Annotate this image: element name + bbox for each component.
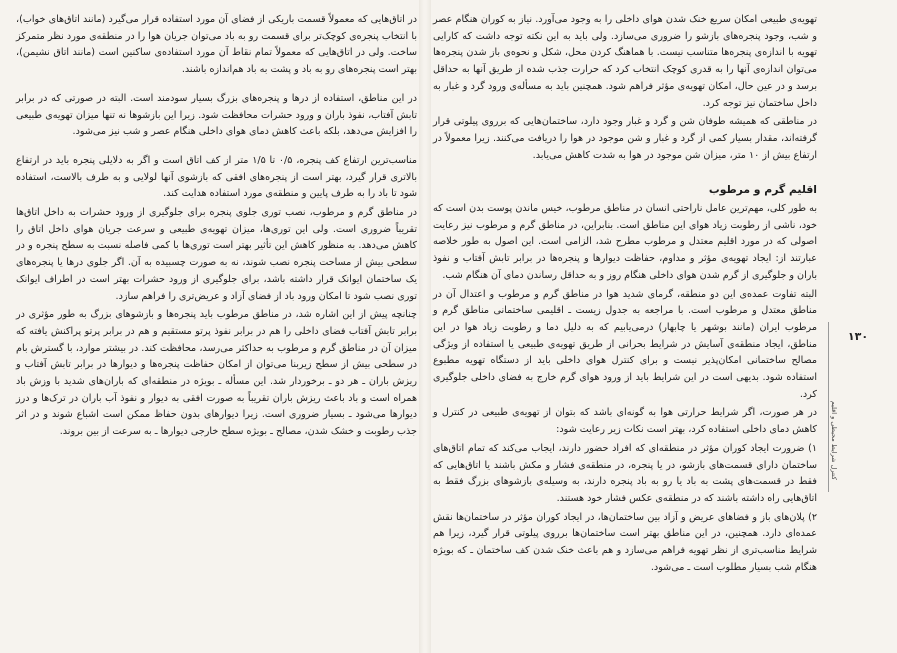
paragraph: در مناطق گرم و مرطوب، نصب توری جلوی پنجره برای جلوگیری از ورود حشرات به داخل اتاق‌ها تقریباً ضروری است. ولی این توری‌ها، میزان تهویه‌ی طبیعی و سرعت جریان هوای داخل اتاق را کاهش می‌دهد. به منظور کاهش این تأثیر بهتر است توری‌ها با کمی فاصله نسبت به سطح پنجره و در سطحی بیش از مساحت پنجره نصب شوند، نه به صورت چسبیده به آن. اگر جلوی درها یا پنجره‌های یک ساختمان ایوانک قرار داشته باشد، برای جلوگیری از ورود حشرات بهتر است در اطراف ایوانک توری نصب شود تا امکان ورود باد از فضای آزاد و عریض‌تری را فراهم سازد.: [16, 207, 417, 302]
paragraph: مناسب‌ترین ارتفاع کف پنجره، ۰/۵ تا ۱/۵ متر از کف اتاق است و اگر به دلایلی پنجره باید در ارتفاع بالاتری قرار گیرد، بهتر است از پنجره‌های افقی که بازشوی آنها لولایی و به طرف بالاست، استفاده شود تا باد را به طرف پایین و منطقه‌ی مورد استفاده هدایت کند.: [16, 154, 417, 200]
paragraph: در هر صورت، اگر شرایط حرارتی هوا به گونه‌ای باشد که بتوان از تهویه‌ی طبیعی در کنترل و کاهش دمای داخلی استفاده کرد، بهتر است نکات زیر رعایت شود:: [433, 407, 817, 436]
paragraph: البته تفاوت عمده‌ی این دو منطقه، گرمای شدید هوا در مناطق گرم و مرطوب و اعتدال آن در مناطق معتدل و مرطوب است. با مراجعه به جدول زیست ـ اقلیمی ساختمانی مناطق گرم و مرطوب ایران (مانند بوشهر یا چابهار) درمی‌یابیم که به دلیل دما و رطوبت زیاد هوا در این مناطق، ایجاد منطقه‌ی آسایش در شرایط بحرانی از طریق تهویه‌ی طبیعی یا استفاده از ویژگی مصالح ساختمانی امکان‌پذیر نیست و برای کنترل هوای داخلی باید از دستگاه تهویه مطبوع استفاده شود. بدیهی است در این شرایط باید از ورود هوای گرم خارج به فضای داخلی جلوگیری کرد.: [433, 288, 817, 400]
left-page-column: [16, 12, 417, 443]
section-heading: اقلیم گرم و مرطوب: [708, 183, 817, 197]
list-item: ۲) پلان‌های باز و فضاهای عریض و آزاد بین ساختمان‌ها، در ایجاد کوران مؤثر در ساختمان‌ها نقش عمده‌ای دارد. همچنین، در این مناطق بهتر است ساختمان‌ها برروی پیلوتی قرار گیرد، زیرا هم شرایط مناسب‌تری از نظر تهویه فراهم می‌سازد و هم باعث خنک شدن کف ساختمان ـ که بویژه هنگام شب بسیار مطلوب است ـ می‌شود.: [433, 511, 817, 573]
running-title: کنترل شرایط محیطی و اقلیم: [830, 400, 838, 480]
paragraph: تهویه‌ی طبیعی امکان سریع خنک شدن هوای داخلی را به وجود می‌آورد. نیاز به کوران هنگام عصر و شب، وجود پنجره‌های بازشو را ضروری می‌سازد. ولی باید به این نکته توجه داشت که کارایی تهویه با اندازه‌ی پنجره‌ها متناسب نیست. با هماهنگ کردن محل، شکل و نحوه‌ی باز شدن پنجره‌ها می‌توان اندازه‌ی آنها را به قدری کوچک انتخاب کرد که حرارت جذب شده از طریق آنها به حداقل برسد و در عین حال، امکان تهویه‌ی مؤثر فراهم شود. همچنین باید به مسأله‌ی ورود گرد و غبار به داخل ساختمان نیز توجه کرد.: [433, 14, 817, 109]
paragraph: در اتاق‌هایی که معمولاً قسمت باریکی از فضای آن مورد استفاده قرار می‌گیرد (مانند اتاق‌های خواب)، با انتخاب پنجره‌ی کوچک‌تر برای قسمت رو به باد می‌توان جریان هوا را در منطقه‌ی مورد نظر متمرکز ساخت. ولی در اتاق‌هایی که معمولاً تمام نقاط آن مورد استفاده‌ی ساکنین است (مانند اتاق نشیمن)، بهتر است پنجره‌های رو به باد و پشت به باد هم‌اندازه باشند.: [16, 14, 417, 76]
paragraph: در این مناطق، استفاده از درها و پنجره‌های بزرگ بسیار سودمند است. البته در صورتی که در برابر تابش آفتاب، نفوذ باران و ورود حشرات محافظت شود. زیرا این بازشوها نه تنها میزان تهویه‌ی طبیعی را افزایش می‌دهد، بلکه باعث کاهش دمای هوای داخلی هنگام عصر و شب نیز می‌شود.: [16, 92, 417, 138]
paragraph: در مناطقی که همیشه طوفان شن و گرد و غبار وجود دارد، ساختمان‌هایی که برروی پیلوتی قرار گرفته‌اند، مقدار بسیار کمی از گرد و غبار و شن موجود در هوا را دریافت می‌کنند. زیرا معمولاً در ارتفاع بیش از ۱۰ متر، میزان شن موجود در هوا به شدت کاهش می‌یابد.: [433, 116, 817, 161]
book-gutter: [419, 0, 431, 653]
page-number: ۱۳۰: [847, 330, 869, 343]
right-page-column: [433, 12, 817, 579]
list-item: ۱) ضرورت ایجاد کوران مؤثر در منطقه‌ای که افراد حضور دارند، ایجاب می‌کند که تمام اتاق‌های ساختمان دارای قسمت‌های بازشو، در یا پنجره، در منطقه‌ی فشار و مکش باشند یا اتاق‌هایی که فقط در قسمت‌های پشت به باد یا رو به باد پنجره دارند، به وسیله‌ی بازشوهای بزرگ فقط به اتاق‌هایی راه داشته باشند که در منطقه‌ی عکس فشار خود هستند.: [433, 442, 817, 504]
paragraph: به طور کلی، مهم‌ترین عامل ناراحتی انسان در مناطق مرطوب، خیس ماندن پوست بدن است که خود، ناشی از رطوبت زیاد هوای این مناطق است. بنابراین، در مناطق گرم و مرطوب نیز رعایت اصولی که در مورد اقلیم معتدل و مرطوب مطرح شد، الزامی است. این اصول به طور خلاصه عبارتند از: ایجاد تهویه‌ی مؤثر و مداوم، حفاظت دیوارها و پنجره‌ها در برابر تابش آفتاب و نفوذ باران و جلوگیری از گرم شدن هوای داخلی هنگام روز و به حداقل رساندن دمای آن هنگام شب.: [433, 203, 817, 281]
paragraph: چنانچه پیش از این اشاره شد، در مناطق مرطوب باید پنجره‌ها و بازشوهای بزرگ به طور مؤثری در برابر تابش آفتاب فضای داخلی را هم در برابر نفوذ پرتو مستقیم و هم در برابر پرتو پراکنش یافته که میزان آن در مناطق گرم و مرطوب به حداکثر می‌رسد، محافظت کند. در بیشتر موارد، با گسترش بام در سطحی بیش از سطح زیربنا می‌توان از امکان حفاظت پنجره‌ها و دیوارها در برابر تابش آفتاب و ریزش باران ـ هر دو ـ برخوردار شد. این مسأله ـ بویژه در منطقه‌ای که باران‌های شدید با وزش باد همراه است و باد باعث ریزش باران تقریباً به صورت افقی به دیوار و نفوذ آب باران در ترک‌ها و درز دیوارها می‌شود ـ بسیار ضروری است. زیرا دیوارهای بدون حفاظ ممکن است اشباع شوند و در اثر جذب رطوبت و خشک شدن، مصالح ـ بویژه سطح خارجی دیوارها ـ به سرعت از بین بروند.: [16, 309, 417, 438]
